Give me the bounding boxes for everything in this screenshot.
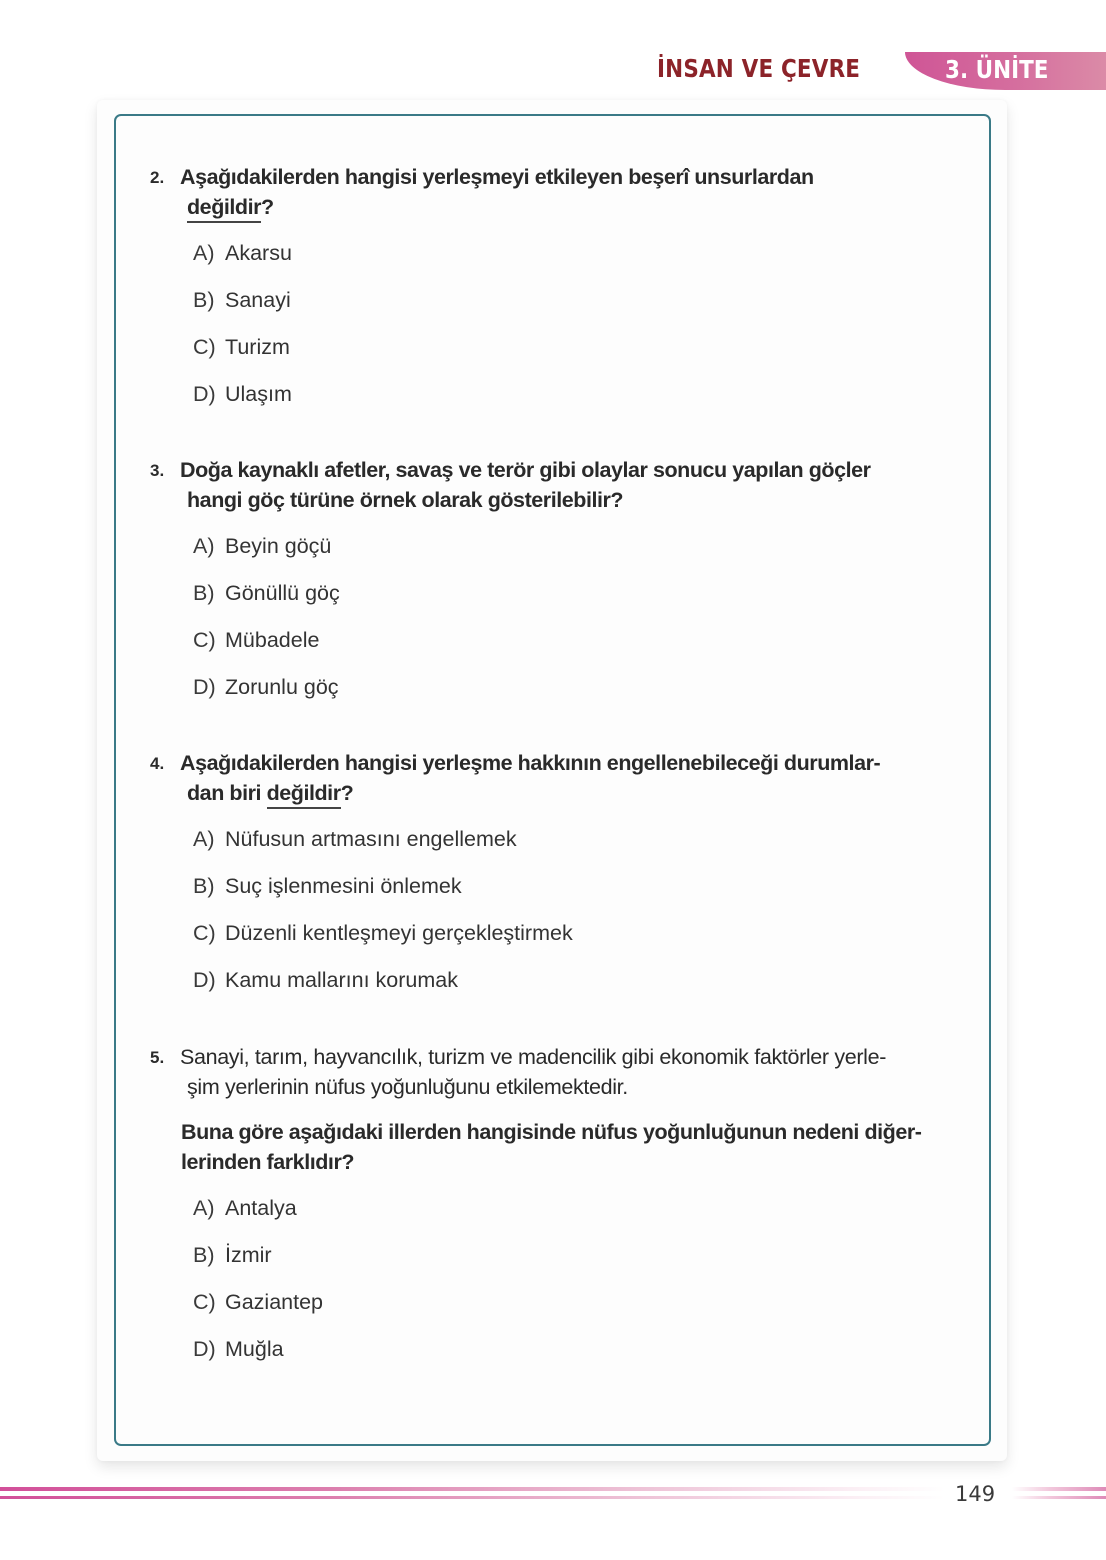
question-context: [180, 1042, 970, 1102]
footer-stripe: [1012, 1487, 1106, 1491]
option-c[interactable]: C) Mübadele: [193, 628, 320, 652]
context-line-1: Sanayi, tarım, hayvancılık, turizm ve madencilik gibi ekonomik faktörler yerle-: [180, 1045, 887, 1069]
footer-stripe: [0, 1487, 945, 1491]
option-d[interactable]: D) Kamu mallarını korumak: [193, 968, 458, 992]
option-a[interactable]: A) Beyin göçü: [193, 534, 332, 558]
options-list: [193, 531, 340, 719]
unit-tab: [905, 52, 1106, 90]
question-number: 5.: [150, 1048, 165, 1067]
context-line-2: şim yerlerinin nüfus yoğunluğunu etkilemektedir.: [187, 1075, 628, 1099]
option-b[interactable]: B) Suç işlenmesini önlemek: [193, 874, 462, 898]
stem-line-1: Doğa kaynaklı afetler, savaş ve terör gibi olaylar sonucu yapılan göçler: [180, 458, 871, 482]
unit-label: 3. ÜNİTE: [945, 55, 1049, 84]
footer-stripes: [0, 1487, 1106, 1501]
option-b[interactable]: B) Sanayi: [193, 288, 291, 312]
stem-line-1: Buna göre aşağıdaki illerden hangisinde nüfus yoğunluğunun nedeni diğer-: [181, 1120, 922, 1144]
option-d[interactable]: D) Muğla: [193, 1337, 284, 1361]
option-a[interactable]: A) Nüfusun artmasını engellemek: [193, 827, 517, 851]
question-number: 4.: [150, 754, 165, 773]
option-a[interactable]: A) Akarsu: [193, 241, 292, 265]
question-number: 2.: [150, 168, 165, 187]
question-stem: [180, 748, 970, 808]
question-stem: [181, 1117, 971, 1177]
option-c[interactable]: C) Turizm: [193, 335, 290, 359]
option-a[interactable]: A) Antalya: [193, 1196, 297, 1220]
stem-line-1: Aşağıdakilerden hangisi yerleşme hakkının engellenebileceği durumlar-: [180, 751, 881, 775]
chapter-title: İNSAN VE ÇEVRE: [657, 54, 861, 83]
options-list: [193, 824, 573, 1012]
option-d[interactable]: D) Ulaşım: [193, 382, 292, 406]
footer-stripe: [0, 1496, 945, 1499]
emphasis-negative: değildir: [187, 195, 261, 223]
stem-line-2: dan biri değildir?: [180, 778, 970, 808]
option-c[interactable]: C) Düzenli kentleşmeyi gerçekleştirmek: [193, 921, 573, 945]
page-number: 149: [955, 1482, 996, 1506]
option-d[interactable]: D) Zorunlu göç: [193, 675, 339, 699]
stem-line-2: değildir?: [180, 192, 970, 222]
question-stem: [180, 162, 970, 222]
option-b[interactable]: B) Gönüllü göç: [193, 581, 340, 605]
stem-line-2: lerinden farklıdır?: [181, 1150, 355, 1174]
question-number: 3.: [150, 461, 165, 480]
option-c[interactable]: C) Gaziantep: [193, 1290, 324, 1314]
question-stem: [180, 455, 970, 515]
option-b[interactable]: B) İzmir: [193, 1243, 272, 1267]
options-list: [193, 1193, 323, 1381]
stem-line-1: Aşağıdakilerden hangisi yerleşmeyi etkileyen beşerî unsurlardan: [180, 165, 814, 189]
emphasis-negative: değildir: [267, 781, 341, 809]
options-list: [193, 238, 292, 426]
stem-line-2: hangi göç türüne örnek olarak gösterilebilir?: [187, 488, 624, 512]
footer-stripe: [1012, 1496, 1106, 1499]
